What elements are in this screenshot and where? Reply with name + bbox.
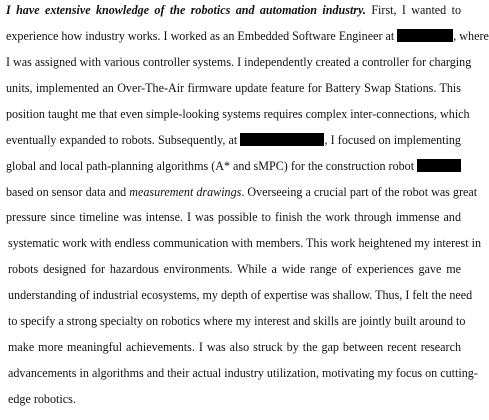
line-text: based on sensor data and <box>6 185 130 199</box>
line-text: global and local path-planning algorithms (A* and sMPC) for the construction robot <box>6 159 415 173</box>
line-text: edge robotics. <box>8 392 76 406</box>
paragraph-line-3 <box>6 52 472 72</box>
redaction-bar <box>417 159 461 172</box>
line-text: First, I wanted to <box>365 3 461 17</box>
line-text: I was assigned with various controller systems. I independently created a controller for charging <box>6 55 472 69</box>
line-text: understanding of industrial ecosystems, my depth of expertise was shallow. Thus, I felt the need <box>8 288 473 302</box>
line-text-continued: , where <box>453 29 489 43</box>
paragraph-line-11 <box>8 259 461 279</box>
paragraph-line-9 <box>6 207 461 227</box>
paragraph-line-10 <box>8 233 482 253</box>
paragraph-line-16 <box>8 389 461 409</box>
bold-italic-lead-sentence: I have extensive knowledge of the robotics and automation industry. <box>6 3 366 17</box>
paragraph-line-7 <box>6 156 461 176</box>
line-text-continued: . Overseeing a crucial part of the robot was great <box>241 185 478 199</box>
italic-phrase: measurement drawings <box>129 185 242 199</box>
redaction-bar <box>397 29 453 42</box>
paragraph-line-2 <box>6 26 489 46</box>
line-text: robots designed for hazardous environments. While a wide range of experiences gave me <box>8 262 461 276</box>
paragraph-line-14 <box>8 337 461 357</box>
line-text: advancements in algorithms and their actual industry utilization, motivating my focus on cutting- <box>8 366 478 380</box>
paragraph-line-4 <box>6 78 461 98</box>
paragraph-line-12 <box>8 285 473 305</box>
line-text: to specify a strong specialty on robotics where my interest and skills are jointly built around to <box>8 314 466 328</box>
paragraph-line-13 <box>8 311 466 331</box>
line-text: position taught me that even simple-looking systems requires complex inter-connections, which <box>6 107 470 121</box>
paragraph-line-8 <box>6 182 478 202</box>
line-text: make more meaningful achievements. I was also struck by the gap between recent research <box>8 340 461 354</box>
line-text: eventually expanded to robots. Subsequently, at <box>6 133 238 147</box>
paragraph-line-6 <box>6 130 461 150</box>
line-text: experience how industry works. I worked as an Embedded Software Engineer at <box>6 29 395 43</box>
paragraph-line-15 <box>8 363 478 383</box>
line-text: units, implemented an Over-The-Air firmware update feature for Battery Swap Stations. This <box>6 81 461 95</box>
line-text: pressure since timeline was intense. I was possible to finish the work through immense and <box>6 210 461 224</box>
line-text-continued: , I focused on implementing <box>324 133 461 147</box>
paragraph-line-5 <box>6 104 470 124</box>
line-text: systematic work with endless communication with members. This work heightened my interest in <box>8 236 482 250</box>
redaction-bar <box>240 133 324 146</box>
paragraph-line-1 <box>6 0 461 20</box>
